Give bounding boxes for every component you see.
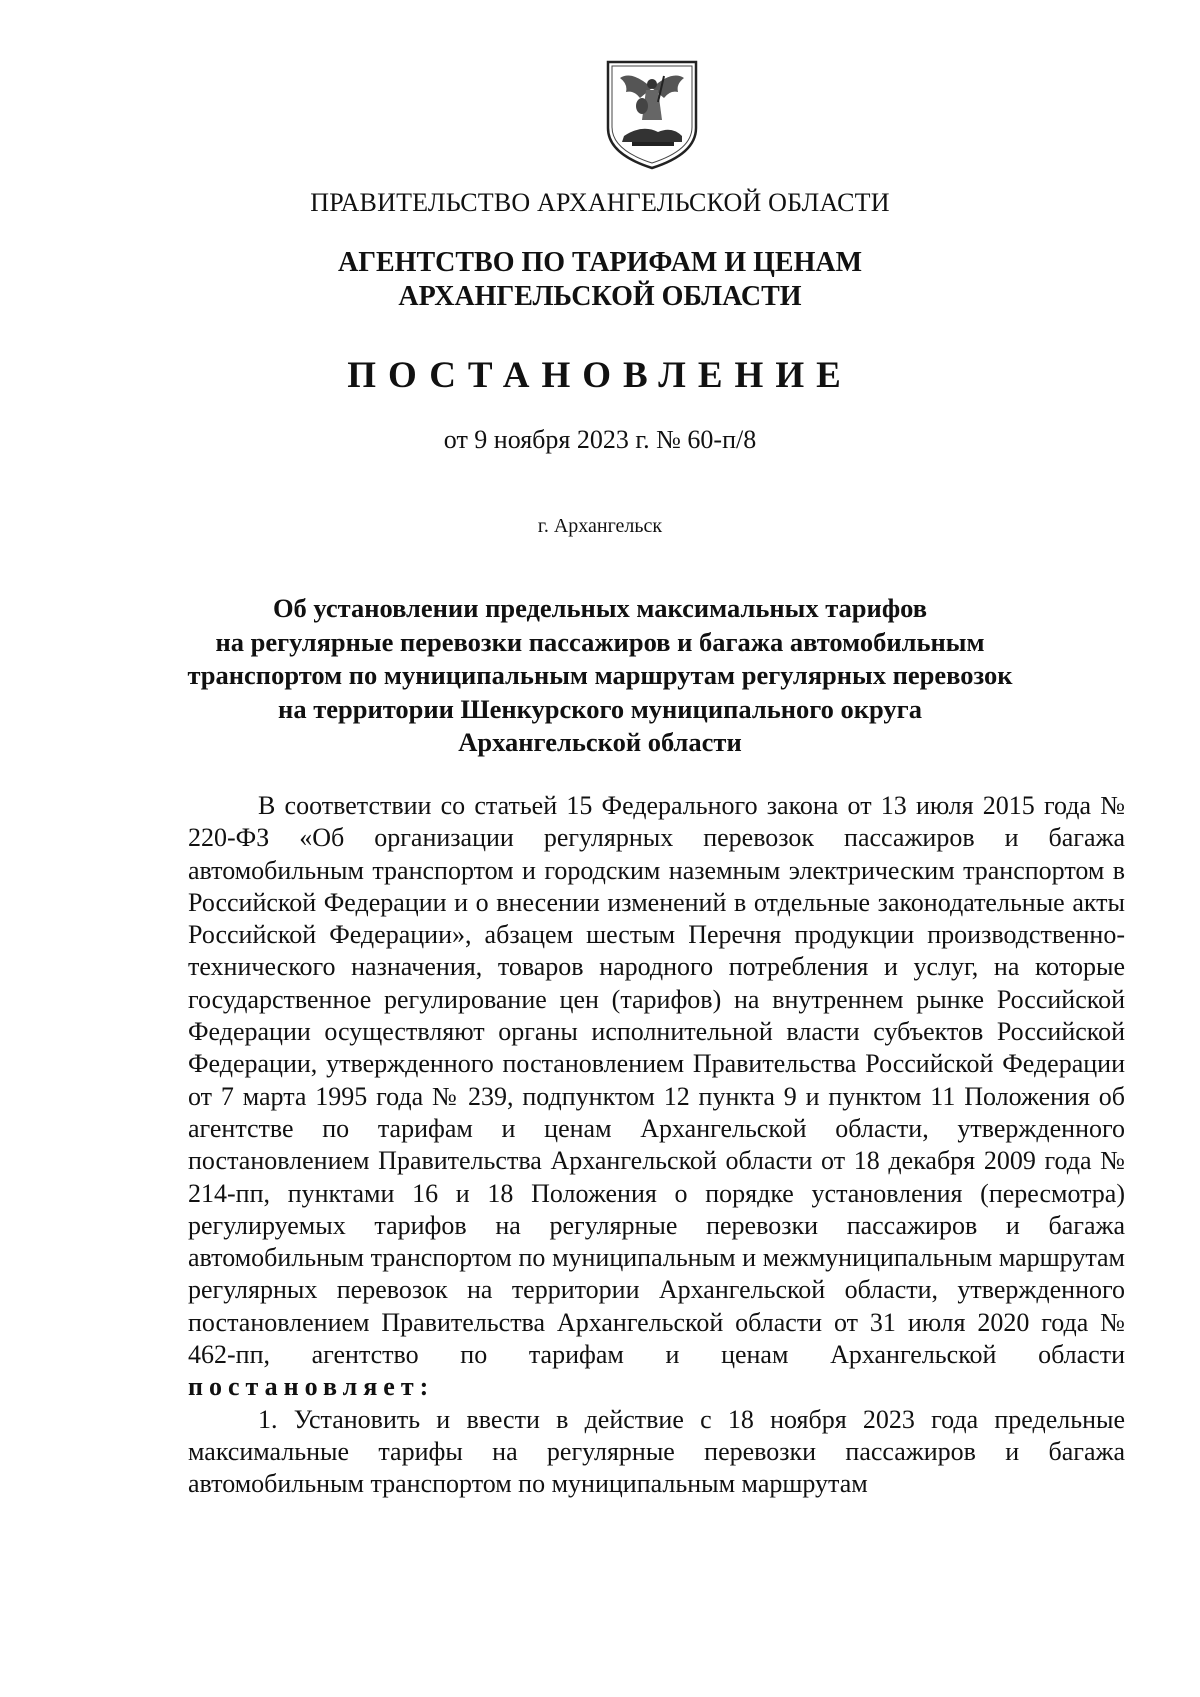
archangel-coat-of-arms-icon [602, 58, 702, 170]
title-line-2: на регулярные перевозки пассажиров и багажа автомобильным [215, 626, 985, 657]
decree-word: постановляет: [188, 1372, 435, 1402]
document-date-number: от 9 ноября 2023 г. № 60-п/8 [443, 425, 757, 454]
title-line-1: Об установлении предельных максимальных тарифов [272, 593, 928, 623]
item-1-paragraph: 1. Установить и ввести в действие с 18 ноября 2023 года предельные максимальные тарифы на регулярные перевозки пассажиров и багажа автомобильным транспортом по муниципальным маршрутам [188, 1404, 1125, 1499]
preamble-paragraph [188, 790, 1125, 1404]
title-line-5: Архангельской области [458, 727, 742, 757]
agency-name [0, 246, 1200, 314]
government-name: ПРАВИТЕЛЬСТВО АРХАНГЕЛЬСКОЙ ОБЛАСТИ [310, 188, 890, 217]
document-type: ПОСТАНОВЛЕНИЕ [347, 355, 853, 396]
title-line-3: транспортом по муниципальным маршрутам регулярных перевозок [187, 660, 1013, 690]
document-title [150, 592, 1050, 760]
agency-name-line-1: АГЕНТСТВО ПО ТАРИФАМ И ЦЕНАМ [337, 247, 863, 278]
document-city: г. Архангельск [537, 515, 663, 537]
preamble-text: В соответствии со статьей 15 Федерального закона от 13 июля 2015 года № 220-ФЗ «Об организации регулярных перевозок пассажиров и багажа автомобильным транспортом и городским наземным электрическим транспортом в Российской Федерации и о внесении изменений в отдельные законодательные акты Российской Федерации», абзацем шестым Перечня продукции производственно-технического назначения, товаров народного потребления и услуг, на которые государственное регулирование цен (тарифов) на внутреннем рынке Российской Федерации осуществляют органы исполнительной власти субъектов Российской Федерации, утвержденного постановлением Правительства Российской Федерации от 7 марта 1995 года № 239, подпунктом 12 пункта 9 и пунктом 11 Положения об агентстве по тарифам и ценам Архангельской области, утвержденного постановлением Правительства Архангельской области от 18 декабря 2009 года № 214-пп, пунктами 16 и 18 Положения о порядке установления (пересмотра) регулируемых тарифов на регулярные перевозки пассажиров и багажа автомобильным транспортом по муниципальным и межмуниципальным маршрутам регулярных перевозок на территории Архангельской области, утвержденного постановлением Правительства Архангельской области от 31 июля 2020 года № 462-пп, агентство по тарифам и ценам Архангельской области [188, 791, 1125, 1370]
title-line-4: на территории Шенкурского муниципального округа [278, 693, 922, 724]
agency-name-line-2: АРХАНГЕЛЬСКОЙ ОБЛАСТИ [398, 281, 802, 312]
document-body [188, 790, 1125, 1501]
